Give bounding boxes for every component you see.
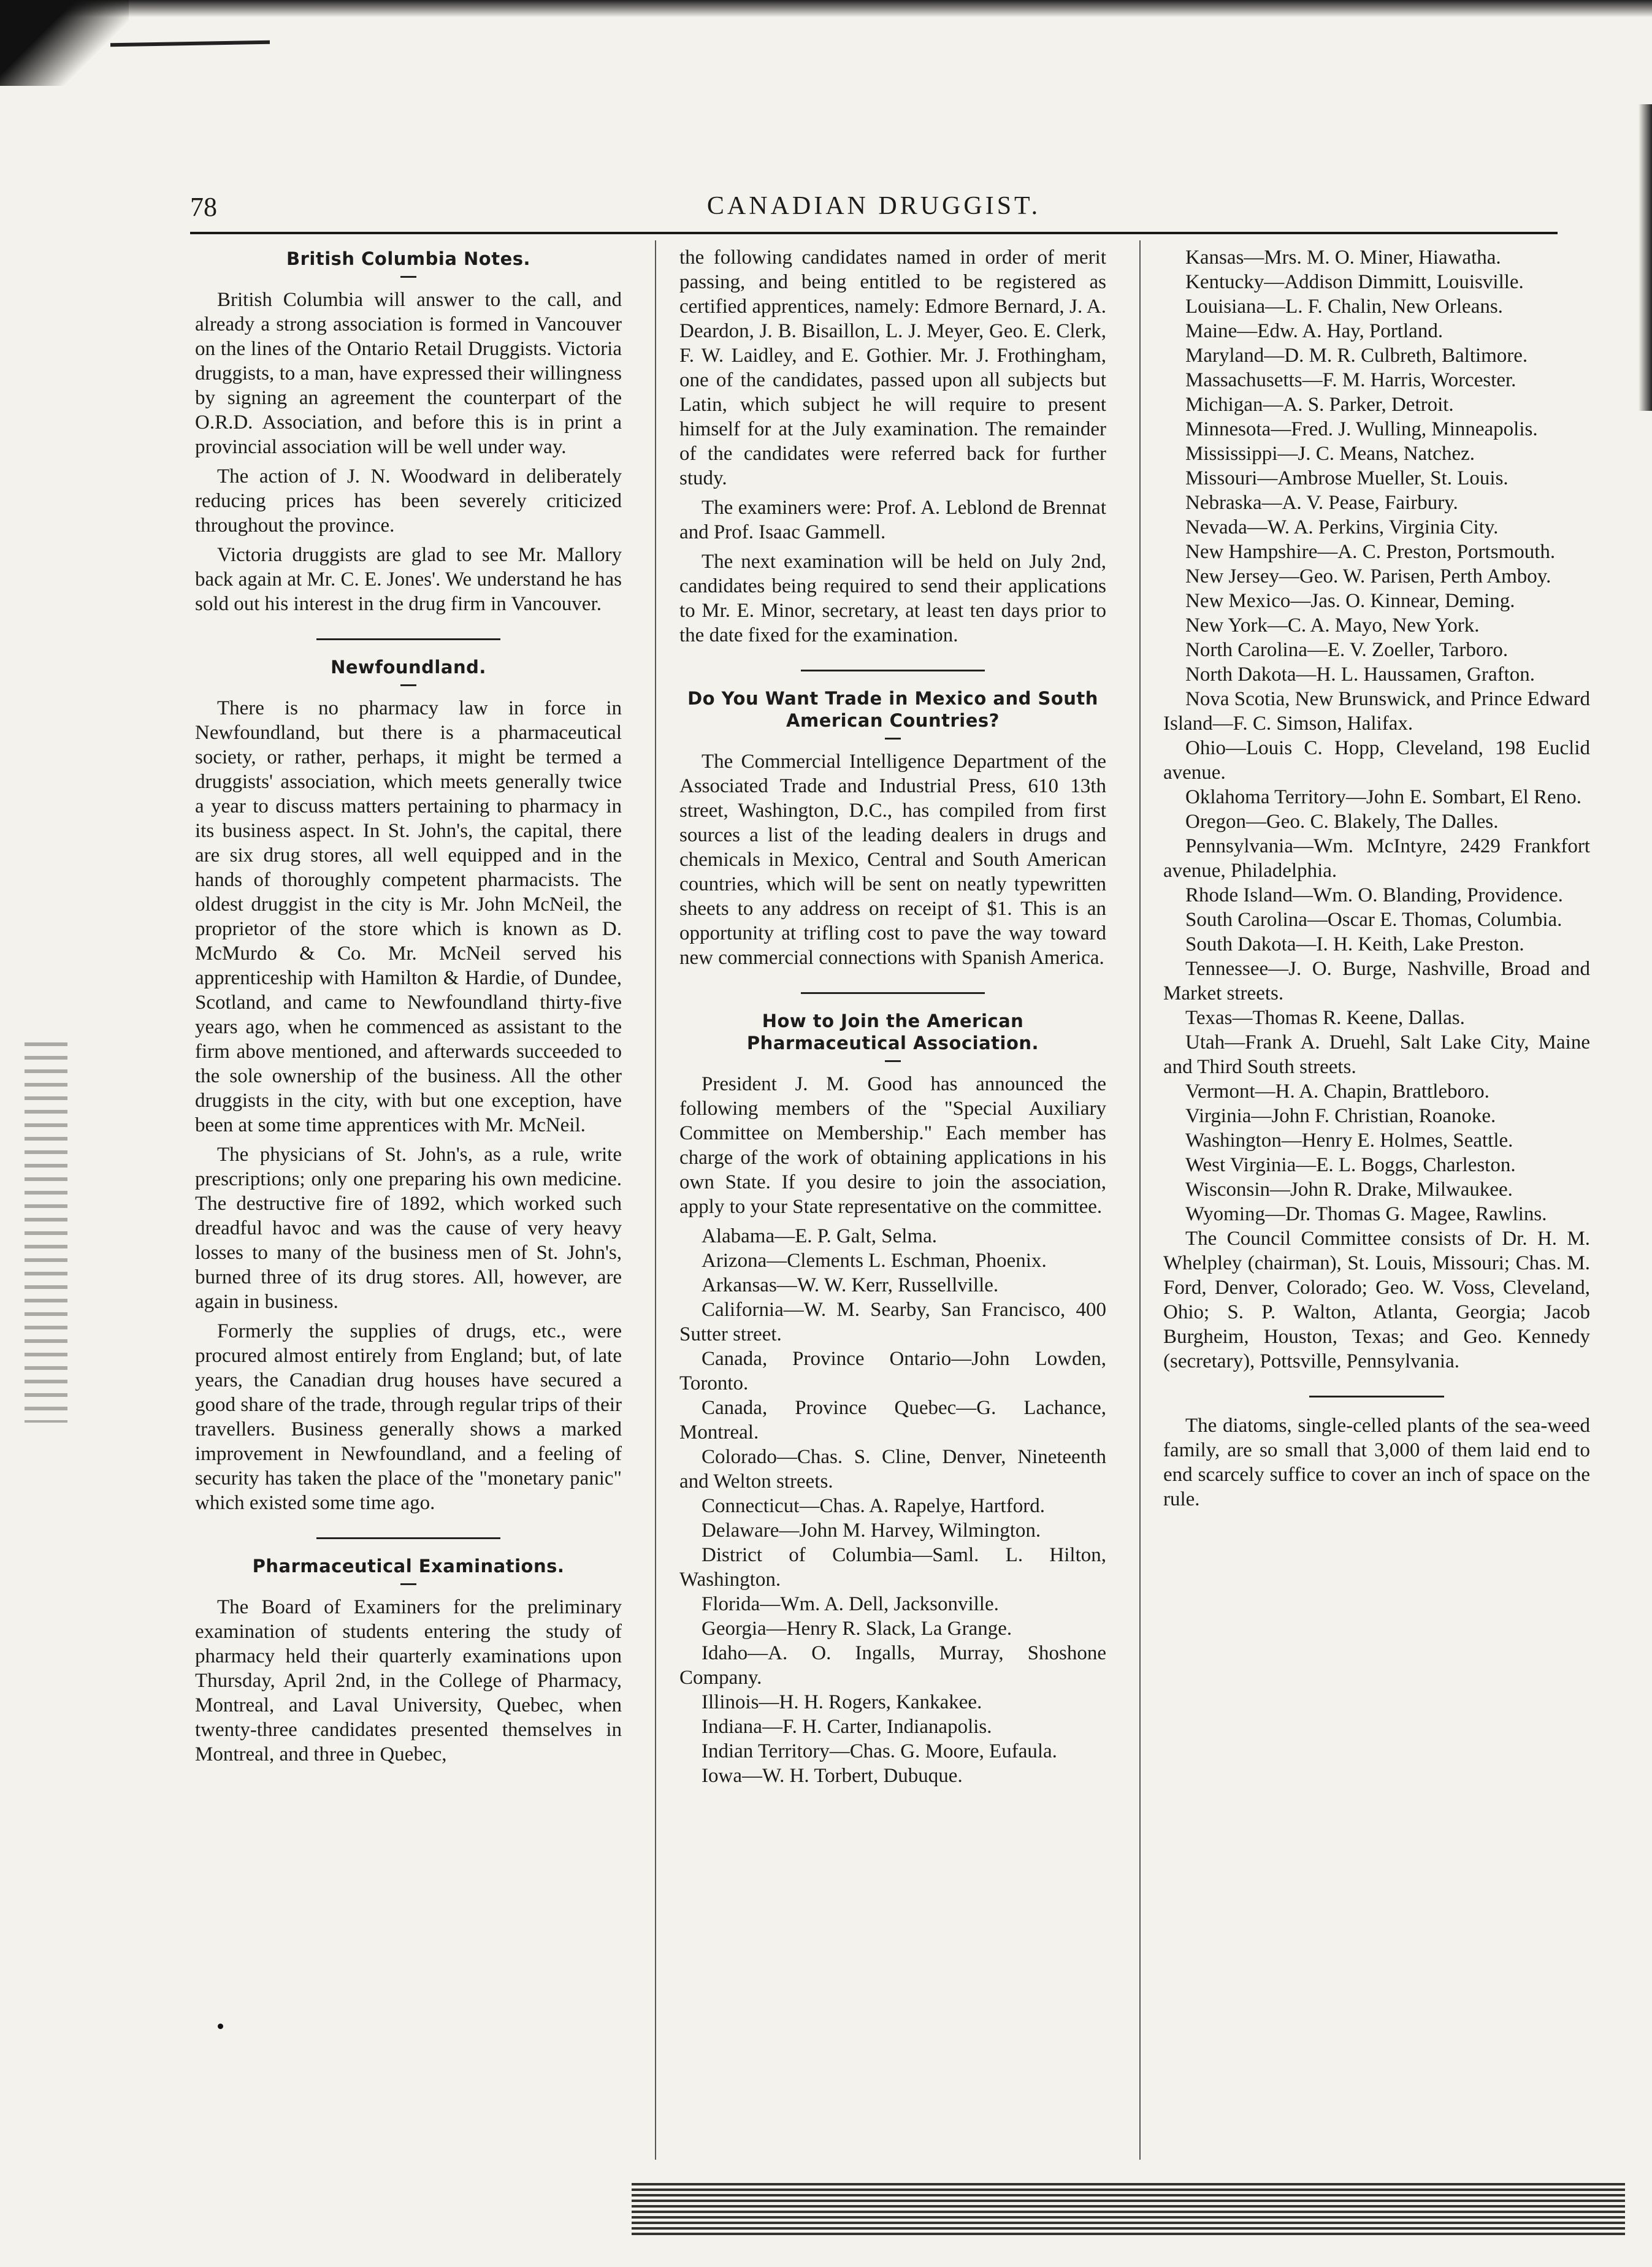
list-item: North Carolina—E. V. Zoeller, Tarboro. xyxy=(1185,639,1509,661)
paragraph: The Board of Examiners for the preliminary examination of students entering the study of pharmacy held their quarterly examinations upon Thursday, April 2nd, in the College of Pharmacy, Montreal, and Laval University, Quebec, when twenty-three candidates presented themselves in Montreal, and three in Quebec, xyxy=(195,1596,622,1765)
scan-corner-shadow xyxy=(0,0,129,86)
column-divider xyxy=(1139,240,1141,2160)
scan-streak xyxy=(110,40,270,47)
article-title-newfoundland: Newfoundland. xyxy=(331,657,486,678)
title-dash xyxy=(400,684,416,686)
paragraph: The diatoms, single-celled plants of the sea-weed family, are so small that 3,000 of them laid end to end scarcely suffice to cover an inch of space on the rule. xyxy=(1163,1415,1590,1510)
list-item: Michigan—A. S. Parker, Detroit. xyxy=(1185,394,1454,416)
list-item: Nebraska—A. V. Pease, Fairbury. xyxy=(1185,492,1458,514)
column-2 xyxy=(679,245,1106,2152)
list-item: Idaho—A. O. Ingalls, Murray, Shoshone Company. xyxy=(679,1642,1106,1689)
list-item: Rhode Island—Wm. O. Blanding, Providence. xyxy=(1185,884,1563,906)
list-item: Maine—Edw. A. Hay, Portland. xyxy=(1185,320,1444,342)
list-item: Illinois—H. H. Rogers, Kankakee. xyxy=(702,1691,982,1713)
list-item: Pennsylvania—Wm. McIntyre, 2429 Frankfort avenue, Philadelphia. xyxy=(1163,835,1590,882)
paragraph: The Commercial Intelligence Department of the Associated Trade and Industrial Press, 610 13th street, Washington, D.C., has compiled from first sources a list of the leading dealers in drugs and chemicals in Mexico, Central and South American countries, which will be sent on neatly typewritten sheets to any address on receipt of $1. This is an opportunity at trifling cost to pave the way toward new commercial connections with Spanish America. xyxy=(679,751,1106,969)
list-item: Georgia—Henry R. Slack, La Grange. xyxy=(702,1618,1012,1640)
list-item: Mississippi—J. C. Means, Natchez. xyxy=(1185,443,1475,465)
list-item: Kansas—Mrs. M. O. Miner, Hiawatha. xyxy=(1185,247,1501,269)
list-item: District of Columbia—Saml. L. Hilton, Washington. xyxy=(679,1544,1106,1591)
section-separator xyxy=(1309,1396,1444,1397)
paragraph: Formerly the supplies of drugs, etc., were procured almost entirely from England; but, of late years, the Canadian drug houses have secured a good share of the trade, through regular trips of their travellers. Business generally shows a marked improvement in Newfoundland, and a feeling of security has taken the place of the "monetary panic" which existed some time ago. xyxy=(195,1320,622,1514)
paragraph: The examiners were: Prof. A. Leblond de Brennat and Prof. Isaac Gammell. xyxy=(679,497,1106,543)
scan-edge-bottom xyxy=(632,2183,1625,2238)
list-item: Canada, Province Ontario—John Lowden, Toronto. xyxy=(679,1348,1106,1394)
list-item: Oklahoma Territory—John E. Sombart, El Reno. xyxy=(1185,786,1581,808)
section-separator xyxy=(316,638,500,640)
running-header xyxy=(190,191,1558,228)
list-item: Texas—Thomas R. Keene, Dallas. xyxy=(1185,1007,1465,1029)
section-separator xyxy=(801,670,985,671)
list-item: Florida—Wm. A. Dell, Jacksonville. xyxy=(702,1593,999,1615)
column-1 xyxy=(195,245,622,2152)
scan-edge-right xyxy=(1639,104,1652,411)
title-dash xyxy=(885,1060,901,1062)
list-item: Connecticut—Chas. A. Rapelye, Hartford. xyxy=(702,1495,1045,1517)
list-item: Wisconsin—John R. Drake, Milwaukee. xyxy=(1185,1179,1513,1201)
list-item: Kentucky—Addison Dimmitt, Louisville. xyxy=(1185,271,1524,293)
list-item: New Hampshire—A. C. Preston, Portsmouth. xyxy=(1185,541,1556,563)
list-item: Colorado—Chas. S. Cline, Denver, Nineteenth and Welton streets. xyxy=(679,1446,1106,1493)
list-item: Tennessee—J. O. Burge, Nashville, Broad and Market streets. xyxy=(1163,958,1590,1004)
section-separator xyxy=(801,992,985,994)
title-dash xyxy=(400,276,416,278)
paragraph: The Council Committee consists of Dr. H. M. Whelpley (chairman), St. Louis, Missouri; Chas. M. Ford, Denver, Colorado; Geo. W. Voss, Cleveland, Ohio; S. P. Walton, Atlanta, Georgia; Jacob Burgheim, Houston, Texas; and Geo. Kennedy (secretary), Pottsville, Pennsylvania. xyxy=(1163,1228,1590,1372)
list-item: Ohio—Louis C. Hopp, Cleveland, 198 Euclid avenue. xyxy=(1163,737,1590,784)
scan-edge-top xyxy=(0,0,1652,17)
title-dash xyxy=(885,738,901,740)
paragraph: The action of J. N. Woodward in deliberately reducing prices has been severely criticized throughout the province. xyxy=(195,465,622,537)
list-item: Maryland—D. M. R. Culbreth, Baltimore. xyxy=(1185,345,1528,367)
list-item: Alabama—E. P. Galt, Selma. xyxy=(702,1225,938,1247)
article-title-trade-mexico: Do You Want Trade in Mexico and South American Countries? xyxy=(687,688,1098,731)
list-item: New York—C. A. Mayo, New York. xyxy=(1185,614,1480,637)
paragraph: The next examination will be held on July 2nd, candidates being required to send their applications to Mr. E. Minor, secretary, at least ten days prior to the date fixed for the examination. xyxy=(679,551,1106,646)
list-item: Nova Scotia, New Brunswick, and Prince Edward Island—F. C. Simson, Halifax. xyxy=(1163,688,1590,735)
list-item: Arkansas—W. W. Kerr, Russellville. xyxy=(702,1274,999,1296)
paragraph: There is no pharmacy law in force in Newfoundland, but there is a pharmaceutical society, or rather, perhaps, it might be termed a druggists' association, which meets generally twice a year to discuss matters pertaining to pharmacy in its business aspect. In St. John's, the capital, there are six drug stores, all well equipped and in the hands of thoroughly competent pharmacists. The oldest druggist in the city is Mr. John McNeil, the proprietor of the store which is known as D. McMurdo & Co. Mr. McNeil served his apprenticeship with Hamilton & Hardie, of Dundee, Scotland, and came to Newfoundland thirty-five years ago, when he commenced as assistant to the firm above mentioned, and afterwards succeeded to the sole ownership of the business. All the other druggists in the city, with but one exception, have been at some time apprentices with Mr. McNeil. xyxy=(195,697,622,1136)
list-item: Virginia—John F. Christian, Roanoke. xyxy=(1185,1105,1496,1127)
list-item: Indian Territory—Chas. G. Moore, Eufaula. xyxy=(702,1740,1057,1762)
list-item: Oregon—Geo. C. Blakely, The Dalles. xyxy=(1185,811,1499,833)
title-dash xyxy=(400,1583,416,1585)
list-item: Delaware—John M. Harvey, Wilmington. xyxy=(702,1520,1041,1542)
list-item: West Virginia—E. L. Boggs, Charleston. xyxy=(1185,1154,1516,1176)
list-item: South Carolina—Oscar E. Thomas, Columbia. xyxy=(1185,909,1562,931)
article-title-apha: How to Join the American Pharmaceutical Association. xyxy=(746,1011,1039,1053)
list-item: Massachusetts—F. M. Harris, Worcester. xyxy=(1185,369,1516,391)
list-item: South Dakota—I. H. Keith, Lake Preston. xyxy=(1185,933,1524,955)
list-item: Minnesota—Fred. J. Wulling, Minneapolis. xyxy=(1185,418,1538,440)
list-item: Nevada—W. A. Perkins, Virginia City. xyxy=(1185,516,1499,538)
scan-bleed-marks xyxy=(25,1042,67,1423)
article-title-pharmaceutical-examinations: Pharmaceutical Examinations. xyxy=(252,1556,565,1577)
page-number: 78 xyxy=(190,192,217,222)
header-rule xyxy=(190,232,1558,234)
list-item: Canada, Province Quebec—G. Lachance, Montreal. xyxy=(679,1397,1106,1443)
column-3 xyxy=(1163,245,1590,2152)
section-separator xyxy=(316,1537,500,1539)
list-item: Arizona—Clements L. Eschman, Phoenix. xyxy=(702,1250,1047,1272)
paragraph: The physicians of St. John's, as a rule, write prescriptions; only one preparing his own medicine. The destructive fire of 1892, which worked such dreadful havoc and was the cause of very heavy losses to many of the business men of St. John's, burned three of its drug stores. All, however, are again in business. xyxy=(195,1144,622,1313)
list-item: New Jersey—Geo. W. Parisen, Perth Amboy. xyxy=(1185,565,1551,587)
list-item: Wyoming—Dr. Thomas G. Magee, Rawlins. xyxy=(1185,1203,1547,1225)
paragraph: British Columbia will answer to the call, and already a strong association is formed in Vancouver on the lines of the Ontario Retail Druggists. Victoria druggists, to a man, have expressed their willingness by signing an agreement the counterpart of the O.R.D. Association, and before this is in print a provincial association will be well under way. xyxy=(195,289,622,458)
column-divider xyxy=(655,240,656,2160)
paragraph: President J. M. Good has announced the following members of the "Special Auxiliary Committee on Membership." Each member has charge of the work of obtaining applications in his own State. If you desire to join the association, apply to your State representative on the committee. xyxy=(679,1073,1106,1218)
paragraph: Victoria druggists are glad to see Mr. Mallory back again at Mr. C. E. Jones'. We understand he has sold out his interest in the drug firm in Vancouver. xyxy=(195,544,622,615)
list-item: Louisiana—L. F. Chalin, New Orleans. xyxy=(1185,296,1503,318)
list-item: Missouri—Ambrose Mueller, St. Louis. xyxy=(1185,467,1509,489)
list-item: Vermont—H. A. Chapin, Brattleboro. xyxy=(1185,1080,1489,1103)
list-item: California—W. M. Searby, San Francisco, 400 Sutter street. xyxy=(679,1299,1106,1345)
list-item: New Mexico—Jas. O. Kinnear, Deming. xyxy=(1185,590,1515,612)
list-item: Washington—Henry E. Holmes, Seattle. xyxy=(1185,1130,1513,1152)
article-title-british-columbia: British Columbia Notes. xyxy=(286,248,531,269)
list-item: Iowa—W. H. Torbert, Dubuque. xyxy=(702,1765,963,1787)
journal-title: CANADIAN DRUGGIST. xyxy=(706,192,1041,220)
list-item: Utah—Frank A. Druehl, Salt Lake City, Maine and Third South streets. xyxy=(1163,1031,1590,1078)
paragraph-continued: the following candidates named in order of merit passing, and being entitled to be registered as certified apprentices, namely: Edmore Bernard, J. A. Deardon, J. B. Bisaillon, L. J. Meyer, Geo. E. Clerk, F. W. Laidley, and E. Gothier. Mr. J. Frothingham, one of the candidates, passed upon all subjects but Latin, which subject he will require to present himself for at the July examination. The remainder of the candidates were referred back for further study. xyxy=(679,247,1106,489)
list-item: North Dakota—H. L. Haussamen, Grafton. xyxy=(1185,663,1535,686)
list-item: Indiana—F. H. Carter, Indianapolis. xyxy=(702,1716,992,1738)
